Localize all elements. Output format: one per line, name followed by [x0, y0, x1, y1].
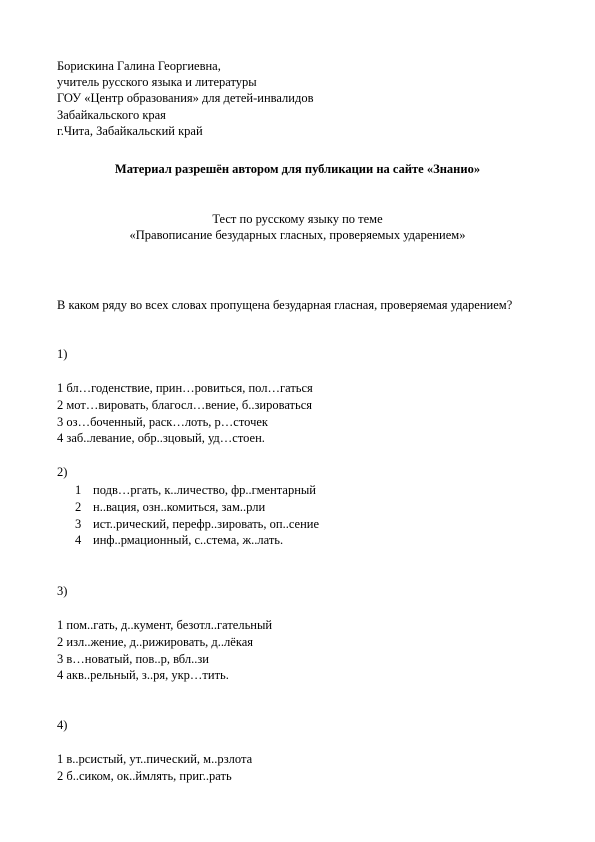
option-text: н..вация, озн..комиться, зам..рли — [93, 499, 266, 514]
option-text: инф..рмационный, с..стема, ж..лать. — [93, 533, 284, 548]
test-title-line-2: «Правописание безударных гласных, проверяемых ударением» — [129, 228, 466, 242]
task-4-option-2: 2 б..сиком, ок..ймлять, приг..рать — [57, 768, 232, 783]
task-1-option-4: 4 заб..левание, обр..зцовый, уд…стоен. — [57, 431, 265, 446]
task-2-option-2 — [75, 499, 319, 516]
task-1-number: 1) — [57, 347, 68, 361]
task-2-option-1 — [75, 482, 319, 499]
author-name: Борискина Галина Георгиевна, — [57, 59, 221, 73]
task-2-option-3 — [75, 516, 319, 533]
task-4-option-1: 1 в..рсистый, ут..пический, м..рзлота — [57, 752, 253, 766]
task-3-option-4: 4 акв..рельный, з..ря, укр…тить. — [57, 668, 229, 683]
option-number: 3 — [75, 516, 82, 531]
author-block — [57, 58, 314, 139]
option-number: 1 — [75, 483, 82, 497]
task-2-option-4 — [75, 532, 319, 549]
option-text: ист..рический, перефр..зировать, оп..сение — [93, 516, 320, 531]
task-3-options — [57, 617, 272, 684]
task-3-number: 3) — [57, 584, 68, 598]
task-3-option-3: 3 в…новатый, пов..р, вбл..зи — [57, 651, 209, 666]
author-position: учитель русского языка и литературы — [57, 75, 257, 90]
author-region: Забайкальского края — [57, 107, 166, 122]
task-2-number: 2) — [57, 465, 68, 479]
task-1-option-1: 1 бл…годенствие, прин…ровиться, пол…гаться — [57, 381, 313, 395]
task-2-options — [75, 482, 319, 549]
author-city: г.Чита, Забайкальский край — [57, 123, 203, 138]
task-1-option-3: 3 оз…боченный, раск…лоть, р…сточек — [57, 414, 268, 429]
task-4-number: 4) — [57, 718, 68, 732]
task-3-option-1: 1 пом..гать, д..кумент, безотл..гательный — [57, 618, 273, 632]
option-number: 2 — [75, 499, 82, 514]
task-3-option-2: 2 изл..жение, д..рижировать, д..лёкая — [57, 634, 254, 649]
task-4-options — [57, 751, 252, 785]
task-1-options — [57, 380, 313, 447]
author-organization: ГОУ «Центр образования» для детей-инвалидов — [57, 91, 314, 106]
task-1-option-2: 2 мот…вировать, благосл…вение, б..зироваться — [57, 397, 313, 412]
question-text: В каком ряду во всех словах пропущена безударная гласная, проверяемая ударением? — [57, 298, 513, 312]
option-text: подв…ргать, к..личество, фр..гментарный — [93, 483, 316, 497]
option-number: 4 — [75, 533, 82, 548]
publication-notice: Материал разрешён автором для публикации на сайте «Знанио» — [114, 162, 481, 176]
test-title-line-1: Тест по русскому языку по теме — [212, 212, 383, 226]
